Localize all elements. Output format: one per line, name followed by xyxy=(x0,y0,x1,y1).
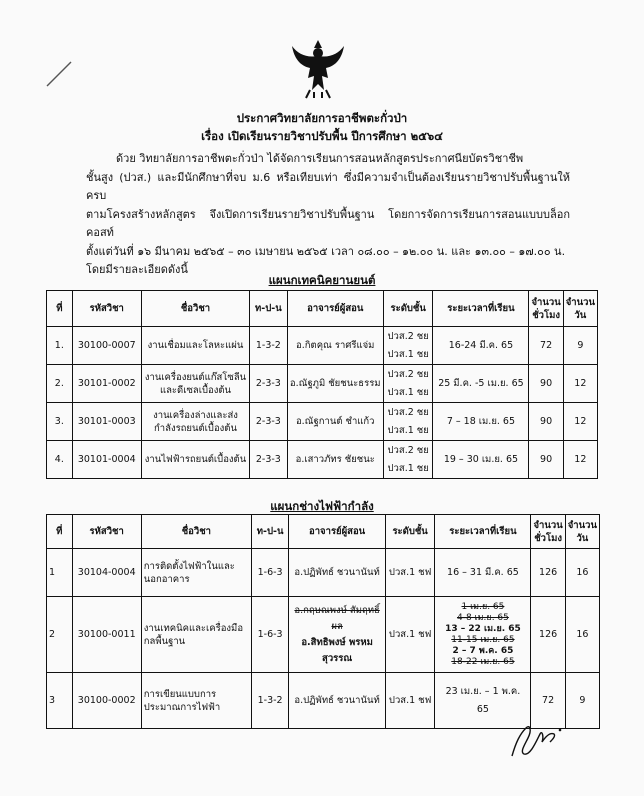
level-line: ปวส.1 ชย xyxy=(387,462,429,474)
cell-days: 9 xyxy=(563,327,597,365)
teacher-struck: อ.กฤษณพงษ์ สัมฤทธิ์ผล xyxy=(294,604,380,632)
period-line-struck: 1 เม.ย. 65 xyxy=(461,601,505,612)
col-hours: จำนวน ชั่วโมง xyxy=(531,515,565,549)
cell-period: 25 มี.ค. -5 เม.ย. 65 xyxy=(433,365,529,403)
cell-subject: งานไฟฟ้ารถยนต์เบื้องต้น xyxy=(141,441,249,479)
cell-level: ปวส.1 ชฟ xyxy=(385,549,435,597)
table-row xyxy=(47,441,598,479)
cell-teacher: อ.ณัฐภูมิ ชัยชนะธรรม xyxy=(287,365,383,403)
cell-hours: 126 xyxy=(531,549,565,597)
cell-no: 1. xyxy=(47,327,73,365)
cell-period: 16 – 31 มี.ค. 65 xyxy=(435,549,531,597)
cell-teacher: อ.ปฏิพัทธ์ ชวนานันท์ xyxy=(289,673,386,729)
cell-subject: งานเครื่องยนต์แก๊สโซลีนและดีเซลเบื้องต้น xyxy=(141,365,249,403)
cell-days: 12 xyxy=(563,441,597,479)
period-line-struck: 4-8 เม.ย. 65 xyxy=(456,612,509,623)
electrical-course-table xyxy=(46,514,600,729)
col-days: จำนวน วัน xyxy=(565,515,599,549)
cell-no: 2 xyxy=(47,597,73,673)
cell-subject: การติดตั้งไฟฟ้าในและนอกอาคาร xyxy=(141,549,251,597)
cell-subject: การเขียนแบบการประมาณการไฟฟ้า xyxy=(141,673,251,729)
cell-hours: 90 xyxy=(529,441,563,479)
col-level: ระดับชั้น xyxy=(385,515,435,549)
cell-level xyxy=(383,403,432,441)
col-level: ระดับชั้น xyxy=(383,291,432,327)
cell-tpn: 1-3-2 xyxy=(250,327,287,365)
cell-teacher: อ.ปฏิพัทธ์ ชวนานันท์ xyxy=(289,549,386,597)
cell-period: 19 – 30 เม.ย. 65 xyxy=(433,441,529,479)
body-line: ตามโครงสร้างหลักสูตร จึงเปิดการเรียนรายวิชาปรับพื้นฐาน โดยการจัดการเรียนการสอนแบบบล็อกคอสท์ xyxy=(86,207,570,239)
body-line: ด้วย วิทยาลัยการอาชีพตะกั่วป่า ได้จัดการเรียนการสอนหลักสูตรประกาศนียบัตรวิชาชีพ xyxy=(116,152,524,165)
cell-days: 12 xyxy=(563,403,597,441)
cell-code: 30101-0002 xyxy=(72,365,141,403)
level-line: ปวส.1 ชย xyxy=(387,386,429,398)
cell-tpn: 2-3-3 xyxy=(250,403,287,441)
cell-subject: งานเครื่องล่างและส่งกำลังรถยนต์เบื้องต้น xyxy=(141,403,249,441)
cell-days: 9 xyxy=(565,673,599,729)
level-line: ปวส.2 ชย xyxy=(387,330,429,342)
table-row xyxy=(47,365,598,403)
period-line: 23 เม.ย. – 1 พ.ค. xyxy=(445,685,521,697)
col-days: จำนวน วัน xyxy=(563,291,597,327)
table-header-row xyxy=(47,515,600,549)
pen-stroke-mark xyxy=(45,58,75,88)
cell-tpn: 1-3-2 xyxy=(251,673,288,729)
level-line: ปวส.2 ชย xyxy=(387,368,429,380)
col-tpn: ท-ป-น xyxy=(250,291,287,327)
col-tpn: ท-ป-น xyxy=(251,515,288,549)
cell-tpn: 1-6-3 xyxy=(251,597,288,673)
dept-heading-electrical: แผนกช่างไฟฟ้ากำลัง xyxy=(270,499,374,513)
col-teacher: อาจารย์ผู้สอน xyxy=(289,515,386,549)
cell-no: 4. xyxy=(47,441,73,479)
col-no: ที่ xyxy=(47,291,73,327)
cell-code: 30104-0004 xyxy=(72,549,141,597)
cell-level xyxy=(383,365,432,403)
cell-days: 12 xyxy=(563,365,597,403)
garuda-emblem-icon xyxy=(288,36,348,100)
cell-teacher xyxy=(289,597,386,673)
dept-heading-automotive: แผนกเทคนิคยานยนต์ xyxy=(268,273,376,287)
table-row xyxy=(47,549,600,597)
col-no: ที่ xyxy=(47,515,73,549)
col-hours: จำนวน ชั่วโมง xyxy=(529,291,563,327)
cell-period xyxy=(435,597,531,673)
cell-tpn: 1-6-3 xyxy=(251,549,288,597)
body-line: ชั้นสูง (ปวส.) และมีนักศึกษาที่จบ ม.6 หรือเทียบเท่า ซึ่งมีความจำเป็นต้องเรียนรายวิชาปรับพื้นฐานให้ครบ xyxy=(86,170,570,202)
cell-hours: 90 xyxy=(529,403,563,441)
cell-no: 1 xyxy=(47,549,73,597)
cell-days: 16 xyxy=(565,597,599,673)
period-line: 13 – 22 เม.ย. 65 xyxy=(445,623,521,634)
table-row xyxy=(47,327,598,365)
cell-level xyxy=(383,327,432,365)
cell-no: 3. xyxy=(47,403,73,441)
cell-code: 30101-0003 xyxy=(72,403,141,441)
cell-no: 2. xyxy=(47,365,73,403)
col-teacher: อาจารย์ผู้สอน xyxy=(287,291,383,327)
cell-level xyxy=(383,441,432,479)
cell-teacher: อ.กิตคุณ ราศรีแจ่ม xyxy=(287,327,383,365)
cell-teacher: อ.เสาวภัทร ชัยชนะ xyxy=(287,441,383,479)
period-line: 65 xyxy=(476,703,489,715)
body-line: ตั้งแต่วันที่ ๑๖ มีนาคม ๒๕๖๕ – ๓๐ เมษายน ๒๕๖๕ เวลา ๐๘.๐๐ – ๑๒.๐๐ น. และ ๑๓.๐๐ – ๑๗.๐๐ น. xyxy=(86,244,566,258)
announcement-body xyxy=(86,150,570,280)
cell-days: 16 xyxy=(565,549,599,597)
cell-no: 3 xyxy=(47,673,73,729)
cell-code: 30101-0004 xyxy=(72,441,141,479)
cell-subject: งานเชื่อมและโลหะแผ่น xyxy=(141,327,249,365)
level-line: ปวส.1 ชย xyxy=(387,424,429,436)
col-subject: ชื่อวิชา xyxy=(141,291,249,327)
level-line: ปวส.1 ชย xyxy=(387,348,429,360)
table-row xyxy=(47,403,598,441)
cell-teacher: อ.ณัฐกานต์ ชำแก้ว xyxy=(287,403,383,441)
col-subject: ชื่อวิชา xyxy=(141,515,251,549)
cell-code: 30100-0007 xyxy=(72,327,141,365)
table-row xyxy=(47,597,600,673)
cell-subject: งานเทคนิคและเครื่องมือกลพื้นฐาน xyxy=(141,597,251,673)
teacher-handwritten: อ.สิทธิพงษ์ พรหมสุวรรณ xyxy=(301,636,373,664)
announcement-title: ประกาศวิทยาลัยการอาชีพตะกั่วป่า xyxy=(236,111,408,125)
cell-hours: 90 xyxy=(529,365,563,403)
cell-code: 30100-0011 xyxy=(72,597,141,673)
period-line: 2 – 7 พ.ค. 65 xyxy=(452,645,514,656)
period-line-struck: 11-15 เม.ย. 65 xyxy=(451,634,515,645)
cell-hours: 72 xyxy=(531,673,565,729)
cell-code: 30100-0002 xyxy=(72,673,141,729)
col-code: รหัสวิชา xyxy=(72,291,141,327)
automotive-course-table xyxy=(46,290,598,479)
cell-tpn: 2-3-3 xyxy=(250,441,287,479)
col-period: ระยะเวลาที่เรียน xyxy=(435,515,531,549)
cell-level: ปวส.1 ชฟ xyxy=(385,673,435,729)
announcement-subject: เรื่อง เปิดเรียนรายวิชาปรับพื้น ปีการศึกษา ๒๕๖๔ xyxy=(201,129,443,143)
cell-period: 7 – 18 เม.ย. 65 xyxy=(433,403,529,441)
level-line: ปวส.2 ชย xyxy=(387,444,429,456)
col-period: ระยะเวลาที่เรียน xyxy=(433,291,529,327)
col-code: รหัสวิชา xyxy=(72,515,141,549)
cell-hours: 72 xyxy=(529,327,563,365)
cell-level: ปวส.1 ชฟ xyxy=(385,597,435,673)
cell-tpn: 2-3-3 xyxy=(250,365,287,403)
level-line: ปวส.2 ชย xyxy=(387,406,429,418)
handwritten-signature xyxy=(506,712,566,762)
table-header-row xyxy=(47,291,598,327)
body-line: โดยมีรายละเอียดดังนี้ xyxy=(86,263,188,276)
cell-period: 16-24 มี.ค. 65 xyxy=(433,327,529,365)
period-line-struck: 18-22 เม.ย. 65 xyxy=(451,656,515,667)
cell-hours: 126 xyxy=(531,597,565,673)
